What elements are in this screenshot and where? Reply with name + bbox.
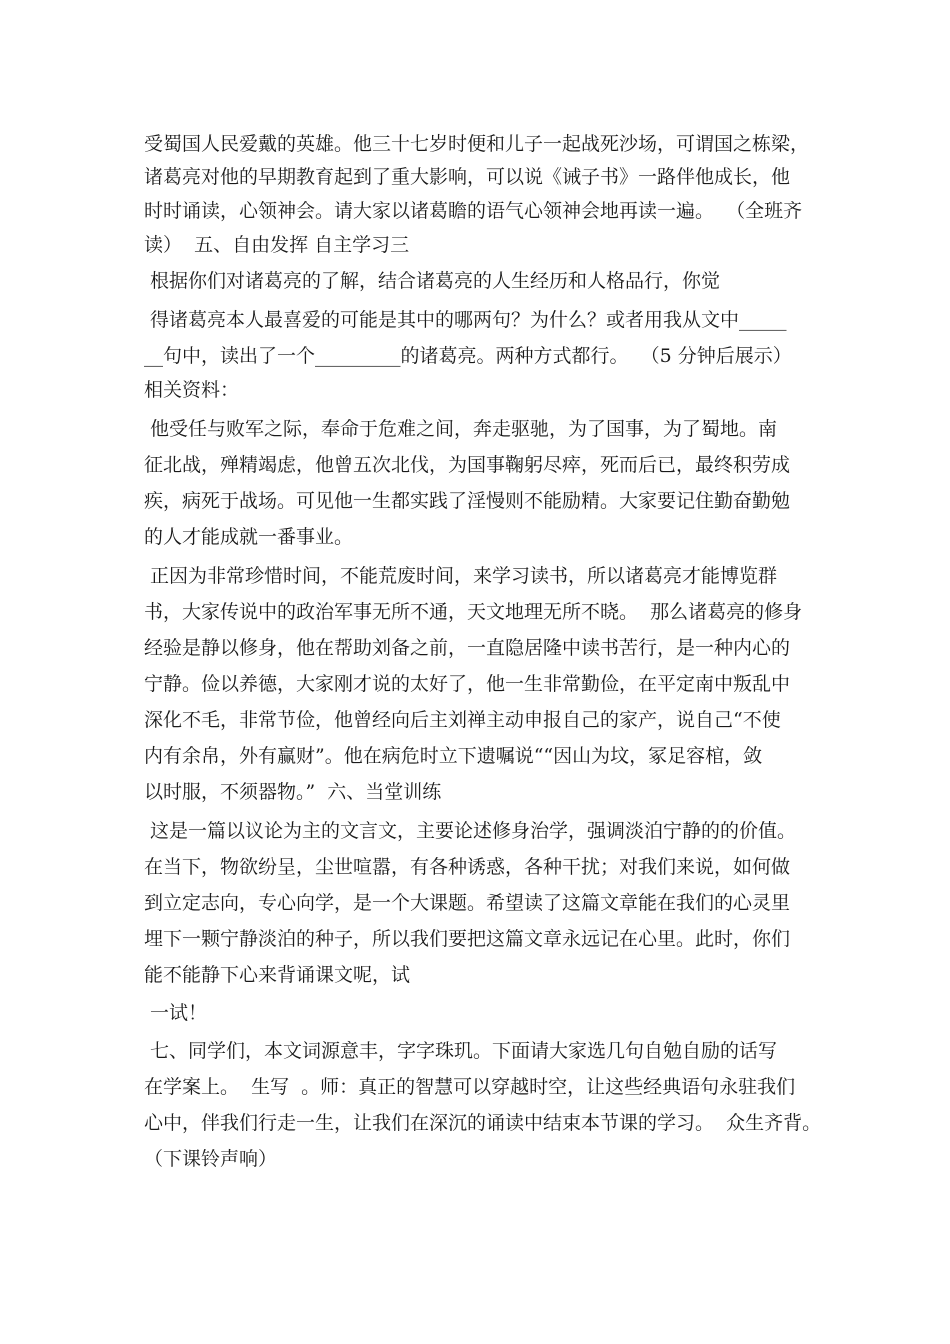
text-line: 书，大家传说中的政治军事无所不通，天文地理无所不晓。 那么诸葛亮的修身 [144, 601, 803, 623]
text-line: 这是一篇以议论为主的文言文，主要论述修身治学，强调淡泊宁静的的价值。 [144, 820, 797, 842]
text-line: 一试！ [144, 1002, 208, 1024]
text-line: 七、同学们，本文词源意丰，字字珠玑。下面请大家选几句自勉自励的话写 [144, 1040, 778, 1062]
text-line: 心中，伴我们行走一生，让我们在深沉的诵读中结束本节课的学习。 众生齐背。 [144, 1112, 822, 1134]
text-line: 宁静。俭以养德，大家刚才说的太好了，他一生非常勤俭，在平定南中叛乱中 [144, 673, 791, 695]
text-line: 正因为非常珍惜时间，不能荒废时间，来学习读书，所以诸葛亮才能博览群 [144, 565, 778, 587]
text-line: 征北战，殚精竭虑，他曾五次北伐，为国事鞠躬尽瘁，死而后已，最终积劳成 [144, 454, 791, 476]
text-line: 以时服，不须器物。” 六、当堂训练 [144, 781, 442, 803]
text-line: 的人才能成就一番事业。 [144, 526, 354, 548]
text-line: 根据你们对诸葛亮的了解，结合诸葛亮的人生经历和人格品行，你觉 [144, 270, 721, 292]
text-line: 疾，病死于战场。可见他一生都实践了淫慢则不能励精。大家要记住勤奋勤勉 [144, 490, 791, 512]
text-line: 经验是静以修身，他在帮助刘备之前，一直隐居隆中读书苦行，是一种内心的 [144, 637, 791, 659]
text-line: 在当下，物欲纷呈，尘世喧嚣，有各种诱惑，各种干扰；对我们来说，如何做 [144, 856, 791, 878]
text-line: 深化不毛，非常节俭，他曾经向后主刘禅主动申报自己的家产，说自己“不使 [144, 709, 781, 731]
text-line: 他受任与败军之际，奉命于危难之间，奔走驱驰，为了国事，为了蜀地。南 [144, 418, 778, 440]
text-line: 在学案上。 生写 。师：真正的智慧可以穿越时空，让这些经典语句永驻我们 [144, 1076, 796, 1098]
text-line: 内有余帛，外有赢财”。他在病危时立下遗嘱说““因山为坟，冢足容棺，敛 [144, 745, 763, 767]
text-line: 受蜀国人民爱戴的英雄。他三十七岁时便和儿子一起战死沙场，可谓国之栋梁， [144, 133, 810, 155]
text-line: 读） 五、自由发挥 自主学习三 [144, 234, 410, 256]
text-line: 到立定志向，专心向学，是一个大课题。希望读了这篇文章能在我们的心灵里 [144, 892, 791, 914]
text-line: 时时诵读，心领神会。请大家以诸葛瞻的语气心领神会地再读一遍。 （全班齐 [144, 200, 803, 222]
text-line: （下课铃声响） [144, 1148, 278, 1170]
text-line: 埋下一颗宁静淡泊的种子，所以我们要把这篇文章永远记在心里。此时，你们 [144, 928, 791, 950]
text-line: 能不能静下心来背诵课文呢，试 [144, 964, 411, 986]
text-line: __句中，读出了一个_________的诸葛亮。两种方式都行。 （5 分钟后展示） [144, 345, 792, 367]
text-line: 相关资料： [144, 379, 240, 401]
text-line: 得诸葛亮本人最喜爱的可能是其中的哪两句？为什么？或者用我从文中_____ [144, 309, 787, 331]
text-line: 诸葛亮对他的早期教育起到了重大影响，可以说《诫子书》一路伴他成长，他 [144, 166, 791, 188]
